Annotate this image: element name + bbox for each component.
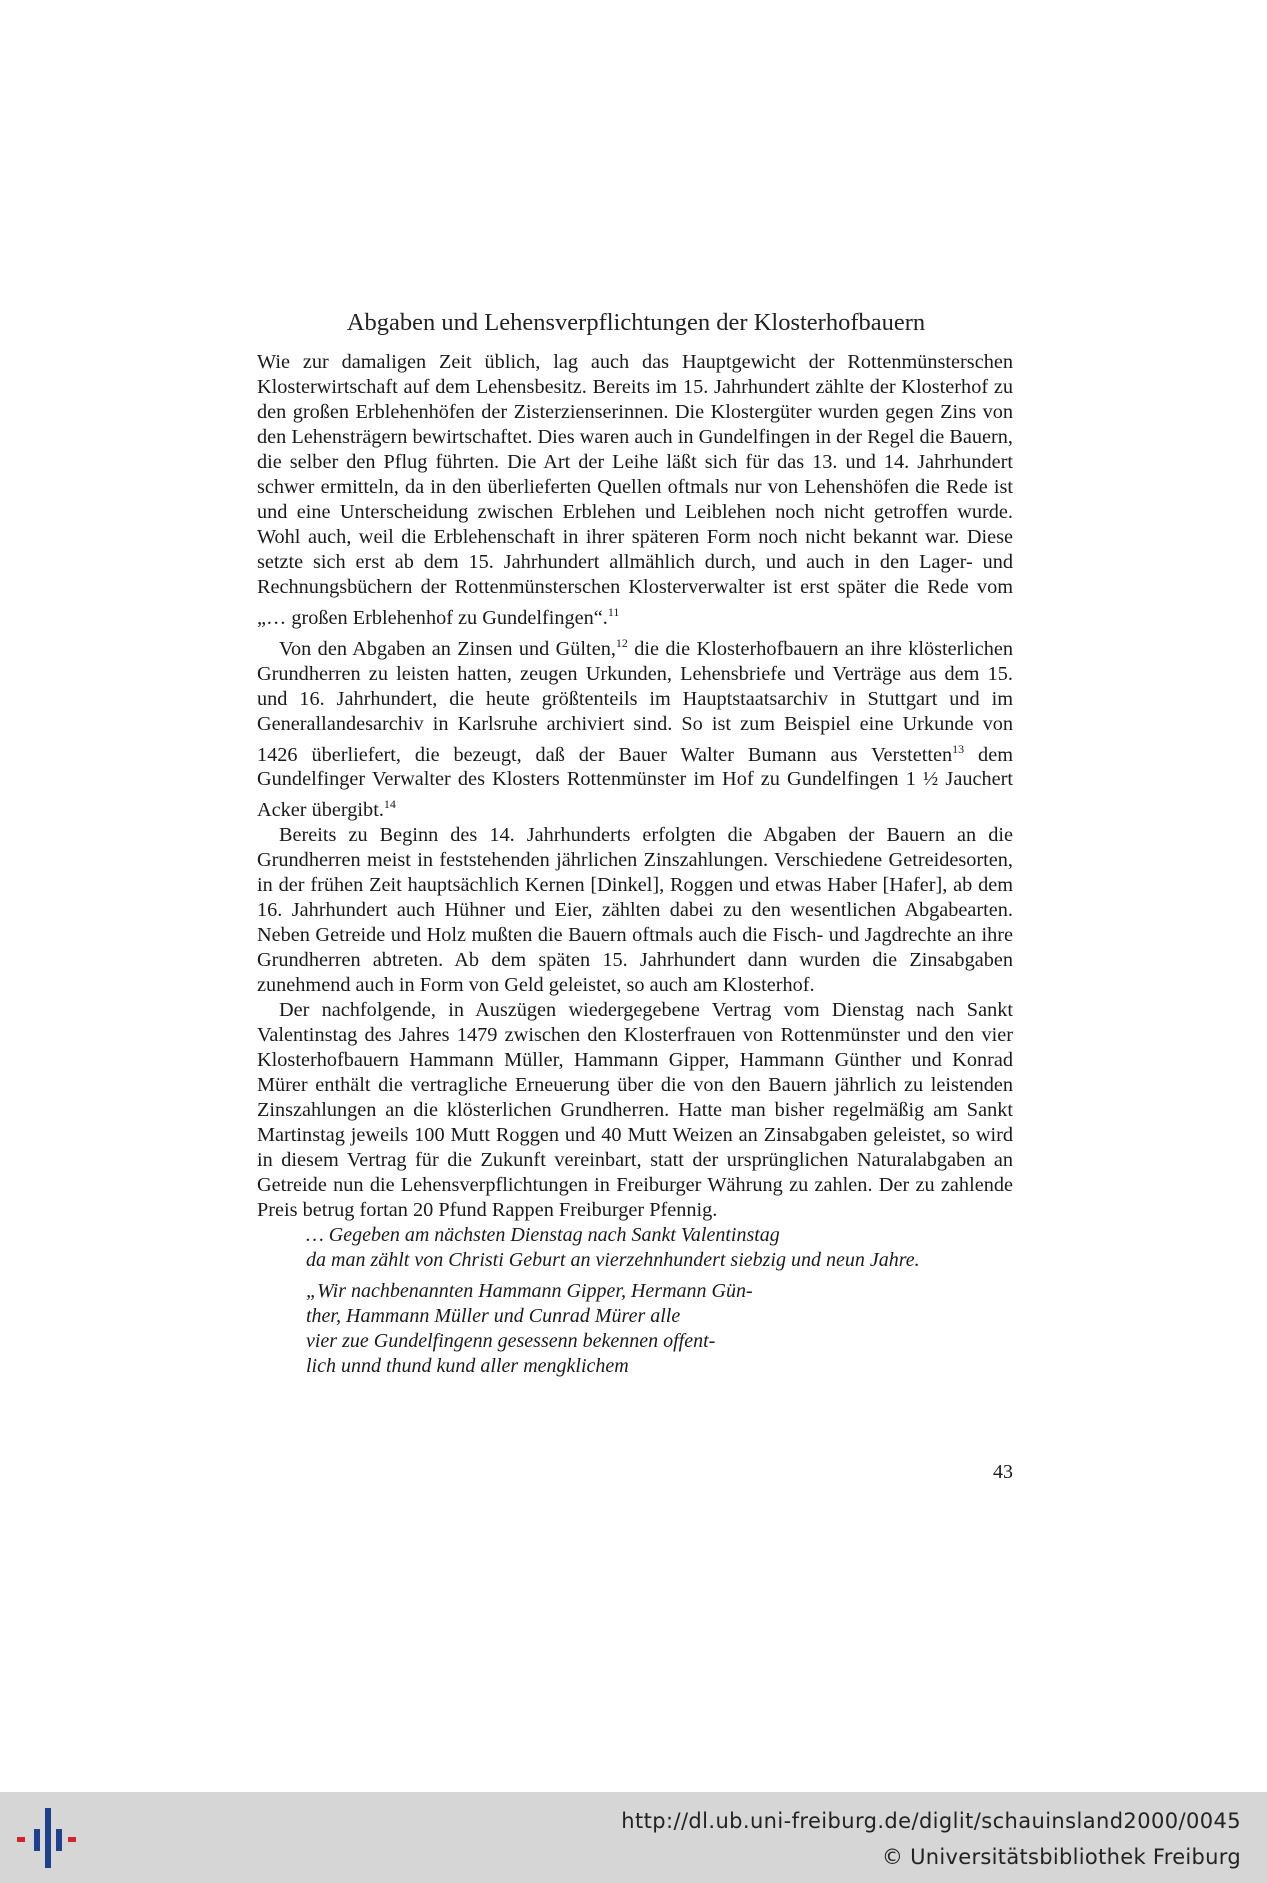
quote-2-line-4: lich unnd thund kund aller mengklichem	[306, 1355, 629, 1378]
footer-url-link[interactable]: http://dl.ub.uni-freiburg.de/diglit/schauinsland2000/0045	[621, 1809, 1241, 1833]
body-text	[257, 350, 1013, 1379]
paragraph-2-text-c: dem Gundelfinger Verwalter des Klosters Rottenmünster im Hof zu Gundelfingen 1 ½ Jauchert Acker übergibt.	[257, 743, 1013, 822]
quote-2-line-3: vier zue Gundelfingenn gesessenn bekennen offent-	[306, 1330, 716, 1353]
footer-copyright: © Universitätsbibliothek Freiburg	[881, 1845, 1241, 1869]
footnote-ref-14: 14	[383, 797, 396, 812]
paragraph-1-text: Wie zur damaligen Zeit üblich, lag auch das Hauptgewicht der Rottenmünsterschen Klosterwirtschaft auf dem Lehensbesitz. Bereits im 15. Jahrhundert zählte der Klosterhof zu den großen Erblehenhöfen der Zisterzienserinnen. Die Klostergüter wurden gegen Zins von den Lehensträgern bewirtschaftet. Dies waren auch in Gundelfingen in der Regel die Bauern, die selber den Pflug führten. Die Art der Leihe läßt sich für das 13. und 14. Jahrhundert schwer ermitteln, da in den überlieferten Quellen oftmals nur von Lehenshöfen die Rede ist und eine Unterscheidung zwischen Erblehen und Leiblehen noch nicht getroffen wurde. Wohl auch, weil die Erblehenschaft in ihrer späteren Form noch nicht bekannt war. Diese setzte sich erst ab dem 15. Jahrhundert allmählich durch, und auch in den Lager- und Rechnungsbüchern der Rottenmünsterschen Klosterverwalter ist erst später die Rede vom „… großen Erblehenhof zu Gundelfingen“.	[257, 351, 1013, 629]
quote-2-line-1: „Wir nachbenannten Hammann Gipper, Hermann Gün-	[306, 1280, 753, 1303]
paragraph-4: Der nachfolgende, in Auszügen wiedergegebene Vertrag vom Dienstag nach Sankt Valentinstag des Jahres 1479 zwischen den Klosterfrauen von Rottenmünster und den vier Klosterhofbauern Hammann Müller, Hammann Gipper, Hammann Günther und Konrad Mürer enthält die vertragliche Erneuerung über die von den Bauern jährlich zu leistenden Zinszahlungen an die klösterlichen Grundherren. Hatte man bisher regelmäßig am Sankt Martinstag jeweils 100 Mutt Roggen und 40 Mutt Weizen an Zinsabgaben geleistet, so wird in diesem Vertrag für die Zukunft vereinbart, statt der ursprünglichen Naturalabgaben an Getreide nun die Lehensverpflichtungen in Freiburger Währung zu zahlen. Der zu zahlende Preis betrug fortan 20 Pfund Rappen Freiburger Pfennig.	[257, 999, 1013, 1222]
quote-1-line-2: da man zählt von Christi Geburt an vierzehnhundert siebzig und neun Jahre.	[306, 1249, 920, 1272]
footnote-ref-13: 13	[952, 741, 965, 756]
page-number: 43	[993, 1461, 1013, 1483]
paragraph-3: Bereits zu Beginn des 14. Jahrhunderts erfolgten die Abgaben der Bauern an die Grundherren meist in feststehenden jährlichen Zinszahlungen. Verschiedene Getreidesorten, in der frühen Zeit hauptsächlich Kernen [Dinkel], Roggen und etwas Haber [Hafer], ab dem 16. Jahrhundert auch Hühner und Eier, zählten dabei zu den wesentlichen Abgabearten. Neben Getreide und Holz mußten die Bauern oftmals auch die Fisch- und Jagdrechte an ihre Grundherren abtreten. Ab dem späten 15. Jahrhundert dann wurden die Zinsabgaben zunehmend auch in Form von Geld geleistet, so auch am Klosterhof.	[257, 824, 1013, 997]
footer-bar	[0, 1792, 1267, 1883]
footnote-ref-12: 12	[615, 635, 628, 650]
ub-freiburg-logo-icon	[14, 1802, 80, 1874]
paragraph-1	[257, 350, 1013, 631]
quote-2-line-2: ther, Hammann Müller und Cunrad Mürer alle	[306, 1305, 681, 1328]
quote-1-line-1: … Gegeben am nächsten Dienstag nach Sankt Valentinstag	[306, 1224, 780, 1247]
section-heading: Abgaben und Lehensverpflichtungen der Klosterhofbauern	[346, 309, 926, 336]
paragraph-2-text-a: Von den Abgaben an Zinsen und Gülten,	[279, 637, 616, 660]
paragraph-2-text-b: die die Klosterhofbauern an ihre klösterlichen Grundherren zu leisten hatten, zeugen Urkunden, Lehensbriefe und Verträge aus dem 15. und 16. Jahrhundert, die heute größtenteils im Hauptstaatsarchiv in Stuttgart und im Generallandesarchiv in Karlsruhe archiviert sind. So ist zum Beispiel eine Urkunde von 1426 überliefert, die bezeugt, daß der Bauer Walter Bumann aus Verstetten	[257, 637, 1013, 766]
footnote-ref-11: 11	[607, 605, 620, 619]
paragraph-2	[257, 631, 1013, 823]
